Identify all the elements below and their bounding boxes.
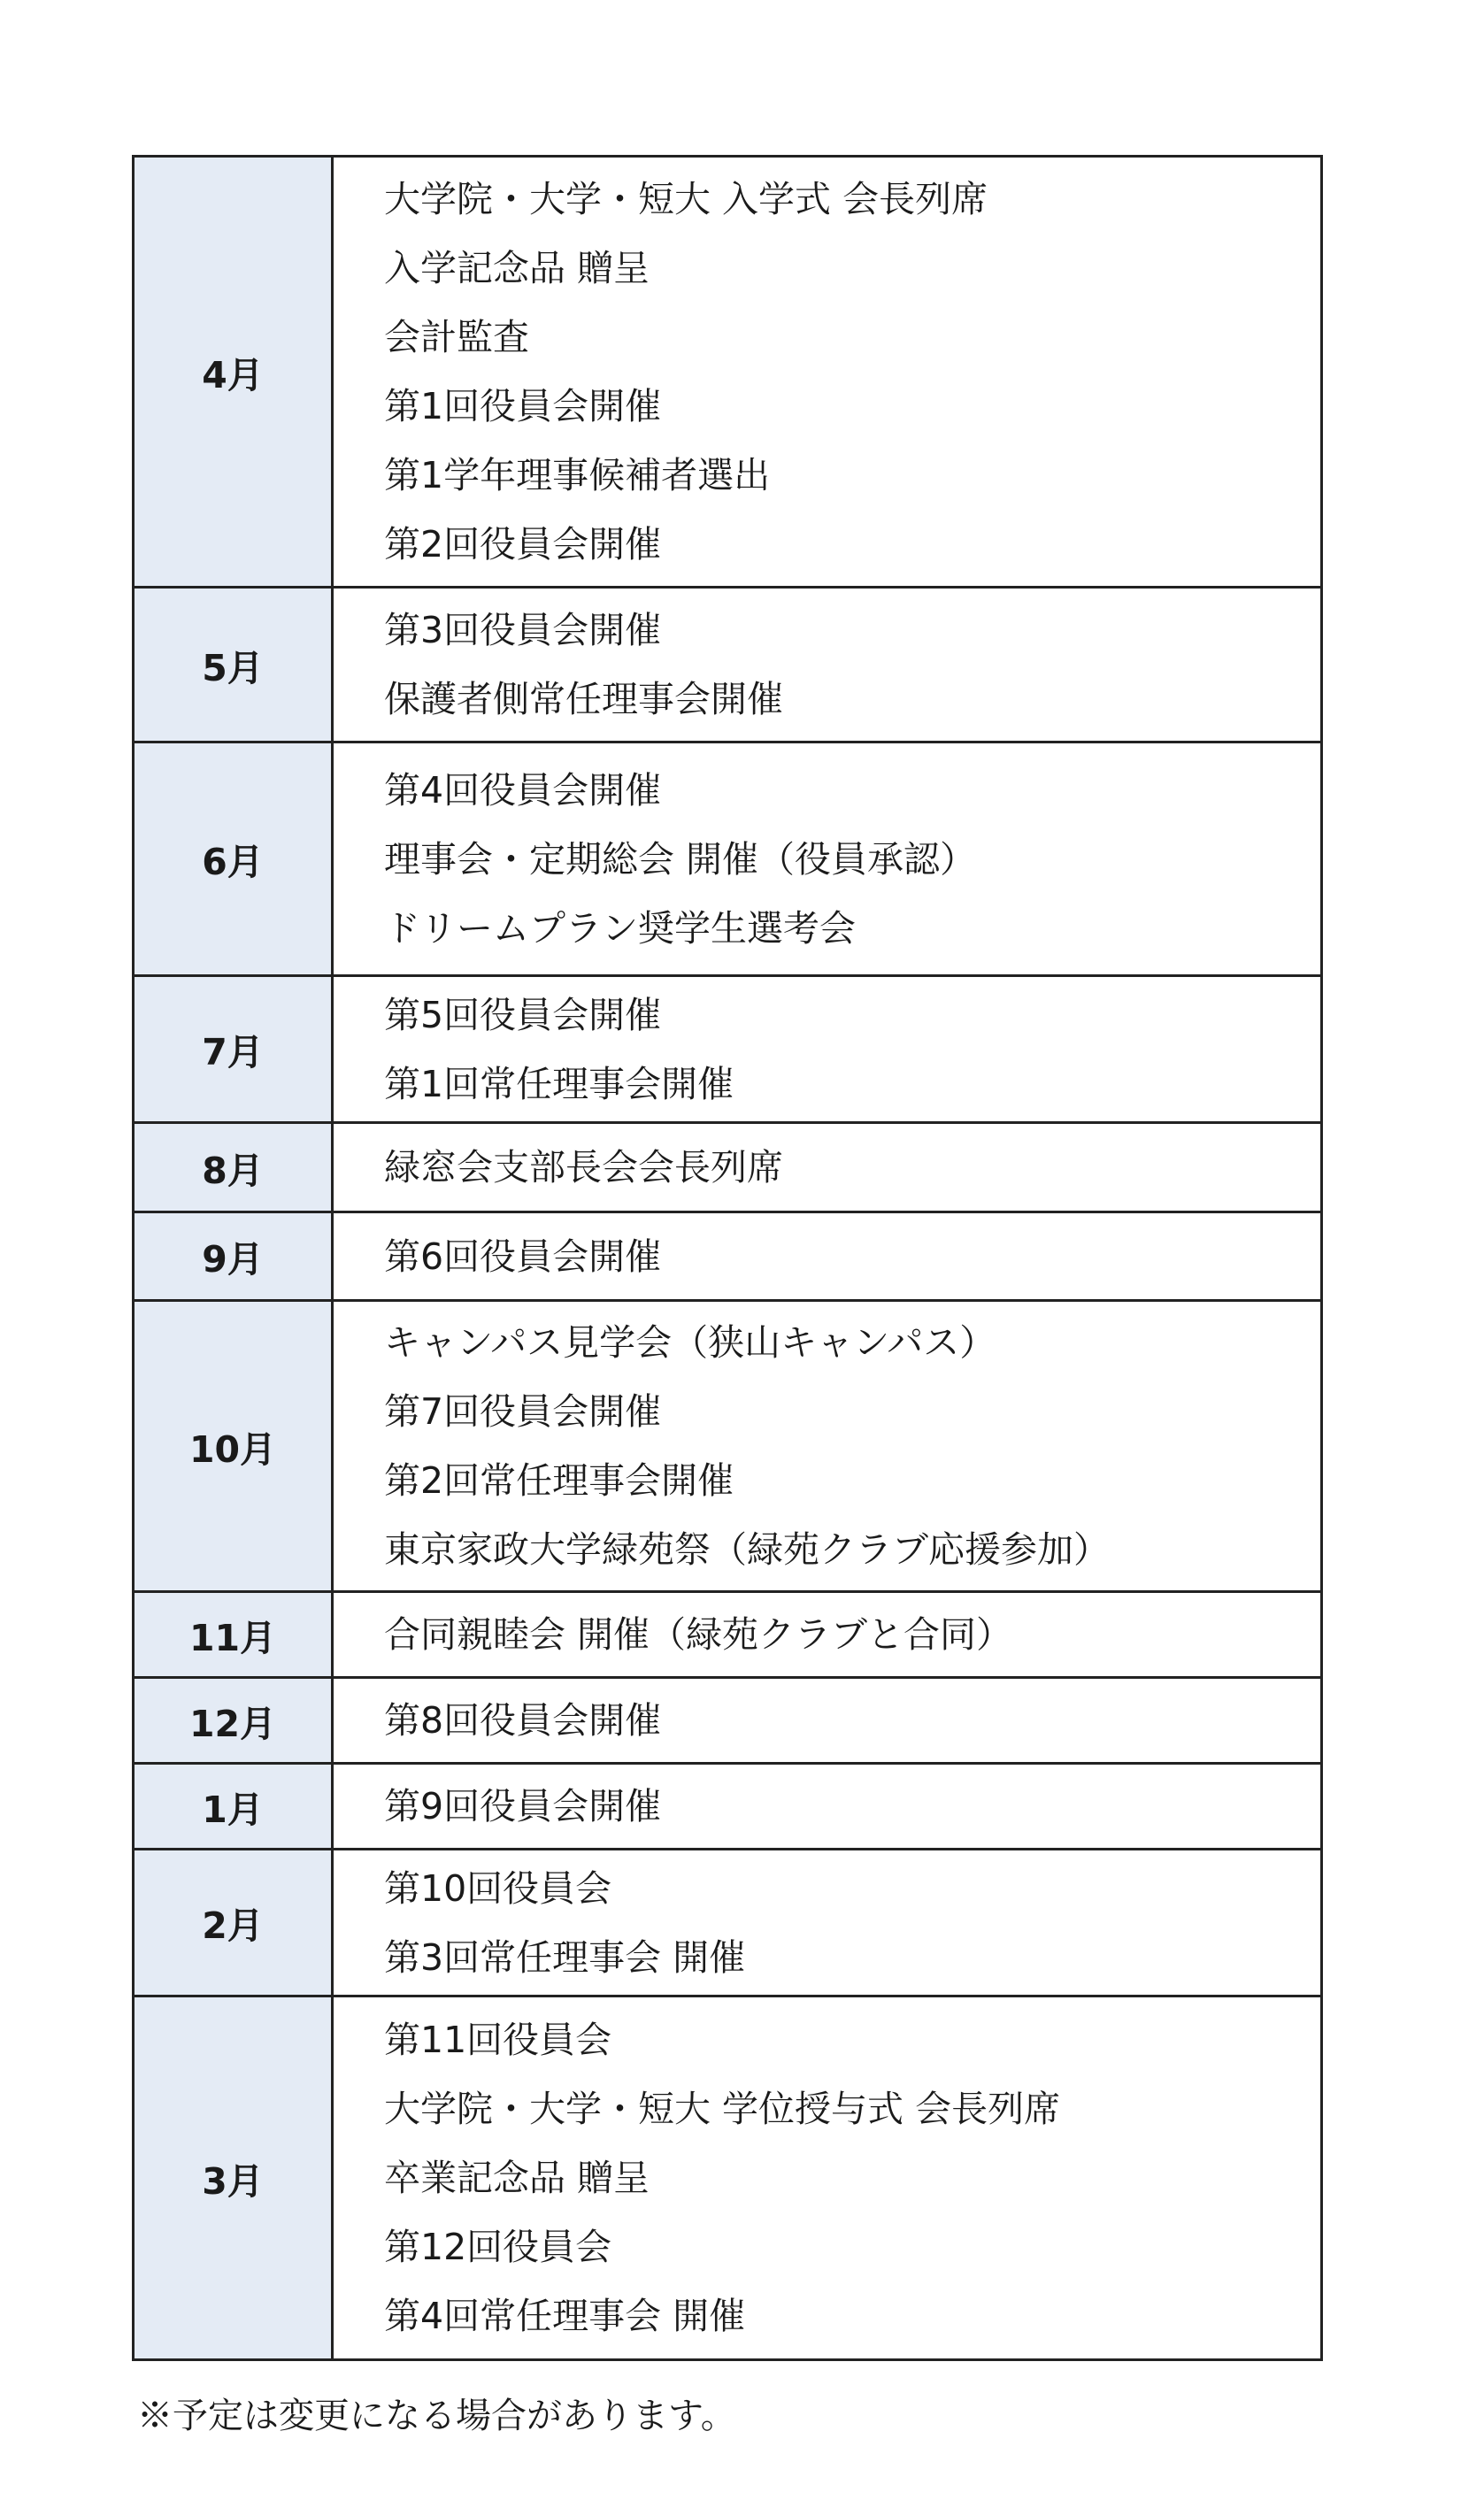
annual-schedule-table bbox=[132, 155, 1323, 2361]
schedule-note: ※予定は変更になる場合があります。 bbox=[137, 2396, 736, 2436]
month-events bbox=[333, 1301, 1322, 1592]
month-label: 7月 bbox=[134, 976, 333, 1123]
schedule-row bbox=[134, 1301, 1322, 1592]
event-item: 第1回役員会開催 bbox=[384, 385, 662, 427]
month-events bbox=[333, 742, 1322, 976]
month-events bbox=[333, 1212, 1322, 1301]
event-item: 大学院・大学・短大 学位授与式 会長列席 bbox=[384, 2088, 1061, 2130]
schedule-row bbox=[134, 1996, 1322, 2360]
schedule-row bbox=[134, 1764, 1322, 1850]
month-label: 12月 bbox=[134, 1678, 333, 1764]
schedule-row bbox=[134, 1850, 1322, 1996]
month-events bbox=[333, 1764, 1322, 1850]
schedule-body bbox=[134, 157, 1322, 2360]
event-item: 東京家政大学緑苑祭（緑苑クラブ応援参加） bbox=[384, 1528, 1110, 1571]
month-events bbox=[333, 157, 1322, 588]
schedule-row bbox=[134, 157, 1322, 588]
event-item: 会計監査 bbox=[384, 316, 529, 358]
month-label: 1月 bbox=[134, 1764, 333, 1850]
event-item: 緑窓会支部長会会長列席 bbox=[384, 1146, 783, 1189]
event-item: 第1回常任理事会開催 bbox=[384, 1062, 734, 1105]
event-item: 理事会・定期総会 開催（役員承認） bbox=[384, 837, 977, 881]
event-item: 第1学年理事候補者選出 bbox=[384, 454, 771, 496]
month-label: 9月 bbox=[134, 1212, 333, 1301]
month-events bbox=[333, 1850, 1322, 1996]
month-label: 10月 bbox=[134, 1301, 333, 1592]
month-events bbox=[333, 1678, 1322, 1764]
month-label: 5月 bbox=[134, 588, 333, 742]
event-item: 第11回役員会 bbox=[384, 2019, 612, 2061]
schedule-row bbox=[134, 1123, 1322, 1212]
event-item: 第4回役員会開催 bbox=[384, 768, 662, 812]
event-item: 保護者側常任理事会開催 bbox=[384, 678, 783, 720]
month-events bbox=[333, 1592, 1322, 1678]
event-item: 第12回役員会 bbox=[384, 2226, 612, 2268]
event-item: 入学記念品 贈呈 bbox=[384, 247, 650, 289]
month-events bbox=[333, 976, 1322, 1123]
event-item: 第3回常任理事会 開催 bbox=[384, 1935, 746, 1979]
event-item: 第3回役員会開催 bbox=[384, 609, 662, 651]
month-label: 6月 bbox=[134, 742, 333, 976]
event-item: 第10回役員会 bbox=[384, 1866, 612, 1910]
event-item: 第4回常任理事会 開催 bbox=[384, 2295, 746, 2337]
event-item: 卒業記念品 贈呈 bbox=[384, 2157, 650, 2199]
event-item: 第9回役員会開催 bbox=[384, 1785, 662, 1827]
event-item: 第2回役員会開催 bbox=[384, 523, 662, 565]
event-item: 第2回常任理事会開催 bbox=[384, 1459, 734, 1502]
month-events bbox=[333, 1123, 1322, 1212]
event-item: 第8回役員会開催 bbox=[384, 1699, 662, 1742]
schedule-row bbox=[134, 976, 1322, 1123]
month-label: 3月 bbox=[134, 1996, 333, 2360]
event-item: 第5回役員会開催 bbox=[384, 993, 662, 1036]
schedule-row bbox=[134, 1592, 1322, 1678]
schedule-row bbox=[134, 1212, 1322, 1301]
schedule-row bbox=[134, 742, 1322, 976]
schedule-row bbox=[134, 1678, 1322, 1764]
month-label: 2月 bbox=[134, 1850, 333, 1996]
month-events bbox=[333, 1996, 1322, 2360]
event-item: キャンパス見学会（狭山キャンパス） bbox=[384, 1321, 996, 1364]
event-item: 第7回役員会開催 bbox=[384, 1390, 662, 1433]
event-item: ドリームプラン奨学生選考会 bbox=[384, 906, 856, 950]
event-item: 第6回役員会開催 bbox=[384, 1235, 662, 1278]
month-label: 4月 bbox=[134, 157, 333, 588]
month-label: 11月 bbox=[134, 1592, 333, 1678]
event-item: 合同親睦会 開催（緑苑クラブと合同） bbox=[384, 1613, 1013, 1656]
schedule-row bbox=[134, 588, 1322, 742]
month-label: 8月 bbox=[134, 1123, 333, 1212]
event-item: 大学院・大学・短大 入学式 会長列席 bbox=[384, 178, 988, 220]
month-events bbox=[333, 588, 1322, 742]
